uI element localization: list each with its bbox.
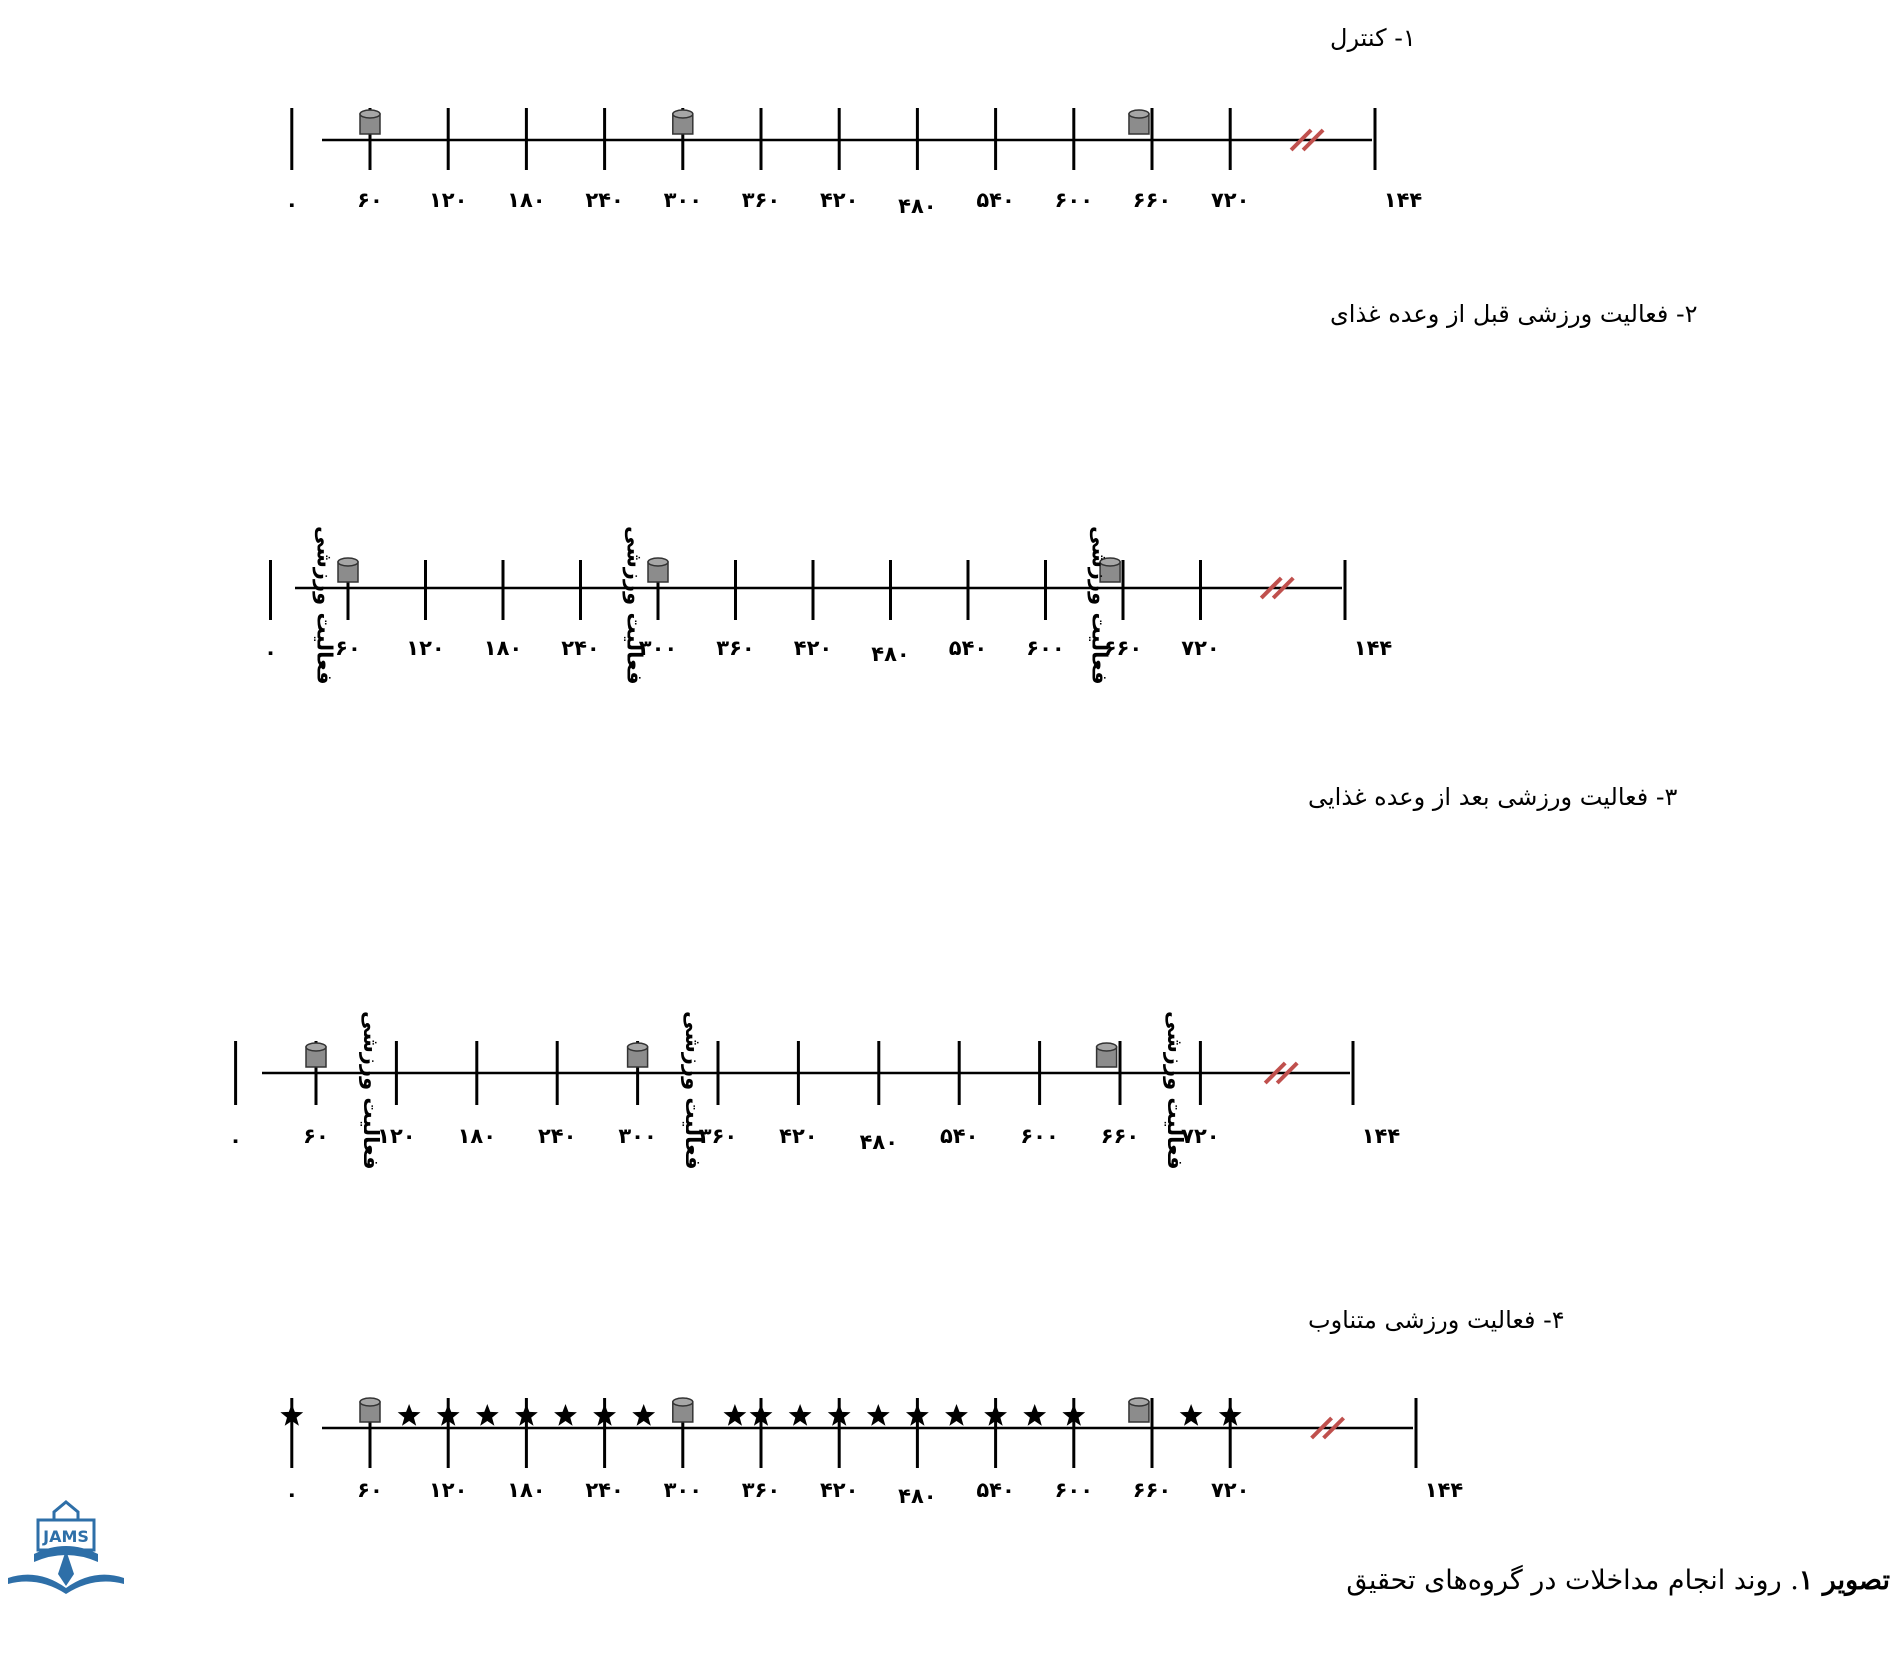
tick-label: ۵۴٠ — [939, 1124, 979, 1148]
tick-label: ١٨٠ — [507, 1478, 546, 1502]
meal-marker-top — [1129, 1398, 1149, 1406]
interval-star — [632, 1404, 655, 1426]
tick-label: ۶٠٠ — [1026, 636, 1065, 660]
tick-label: ٢۴٠ — [585, 1478, 624, 1502]
tick-label: ٧٢٠ — [1181, 1124, 1220, 1148]
tick-label: ١٨٠ — [457, 1124, 497, 1148]
timeline-title: ٣- فعالیت ورزشی بعد از وعده غذایی — [1308, 783, 1678, 811]
exercise-label: فعالیت ورزشی — [680, 1011, 705, 1170]
tick-label: ٧٢٠ — [1210, 188, 1250, 212]
exercise-label: فعالیت ورزشی — [312, 526, 337, 685]
tick-label: ٠ — [264, 640, 277, 664]
exercise-label: فعالیت ورزشی — [1163, 1011, 1188, 1170]
tick-label: ۶٠٠ — [1020, 1124, 1059, 1148]
tick-label: ۶۶٠ — [1132, 188, 1172, 212]
timeline-1 — [285, 24, 1422, 218]
tick-label: ٣٠٠ — [638, 636, 678, 660]
jams-logo — [4, 1498, 128, 1594]
tick-label: ۶۶٠ — [1103, 636, 1143, 660]
tick-label: ١۴۴ — [1424, 1478, 1464, 1502]
tick-label: ١۴۴ — [1383, 188, 1423, 212]
timeline-title: ٢- فعالیت ورزشی قبل از وعده غذای — [1330, 300, 1698, 328]
tick-label: ٣۶٠ — [716, 636, 755, 660]
tick-label: ٣٠٠ — [618, 1124, 657, 1148]
tick-label: ٧٢٠ — [1210, 1478, 1250, 1502]
tick-label: ۵۴٠ — [976, 1478, 1015, 1502]
tick-label: ۶٠ — [303, 1124, 329, 1148]
tick-label: ٣٠٠ — [663, 1478, 703, 1502]
meal-marker-top — [306, 1043, 326, 1051]
tick-label: ٢۴٠ — [537, 1124, 577, 1148]
tick-label: ٣۶٠ — [741, 188, 781, 212]
tick-label: ١٢٠ — [428, 188, 468, 212]
meal-marker-top — [673, 1398, 693, 1406]
tick-label: ۶٠٠ — [1054, 1478, 1094, 1502]
meal-marker-top — [648, 558, 668, 566]
figure-caption — [1346, 1565, 1890, 1596]
interval-star — [1180, 1404, 1203, 1426]
tick-label: ۴٢٠ — [819, 188, 859, 212]
interval-star — [398, 1404, 421, 1426]
tick-label: ٣۶٠ — [698, 1124, 738, 1148]
tick-label: ۴٨٠ — [898, 1484, 937, 1508]
tick-label: ١٢٠ — [406, 636, 445, 660]
tick-label: ٢۴٠ — [561, 636, 600, 660]
tick-label: ۴٢٠ — [819, 1478, 859, 1502]
tick-label: ٠ — [285, 192, 299, 216]
timeline-2 — [264, 300, 1697, 685]
tick-label: ۵۴٠ — [976, 188, 1015, 212]
tick-label: ۴٨٠ — [898, 194, 937, 218]
exercise-label: فعالیت ورزشی — [622, 526, 647, 685]
tick-label: ٣٠٠ — [663, 188, 703, 212]
interval-star — [554, 1404, 577, 1426]
meal-marker-top — [1129, 110, 1149, 118]
meal-marker-top — [628, 1043, 648, 1051]
interval-star — [867, 1404, 890, 1426]
meal-marker-top — [673, 110, 693, 118]
tick-label: ١٨٠ — [483, 636, 523, 660]
meal-marker-top — [360, 1398, 380, 1406]
logo-text: JAMS — [43, 1527, 89, 1546]
tick-label: ۴٢٠ — [793, 636, 833, 660]
tick-label: ١۴۴ — [1361, 1124, 1401, 1148]
interval-star — [476, 1404, 499, 1426]
timeline-4 — [280, 1306, 1564, 1508]
tick-label: ٢۴٠ — [585, 188, 624, 212]
exercise-label: فعالیت ورزشی — [1087, 526, 1112, 685]
tick-label: ١٢٠ — [377, 1124, 416, 1148]
meal-marker-top — [338, 558, 358, 566]
timeline-title: ١- کنترل — [1330, 24, 1416, 52]
timeline-title: ۴- فعالیت ورزشی متناوب — [1308, 1306, 1565, 1334]
tick-label: ۵۴٠ — [948, 636, 988, 660]
tick-label: ٠ — [229, 1128, 243, 1152]
timeline-3 — [229, 783, 1677, 1170]
exercise-label: فعالیت ورزشی — [359, 1011, 384, 1170]
meal-marker-top — [1097, 1043, 1117, 1051]
tick-label: ۶٠٠ — [1054, 188, 1094, 212]
interval-star — [945, 1404, 968, 1426]
tick-label: ۶۶٠ — [1132, 1478, 1172, 1502]
tick-label: ۶٠ — [357, 1478, 383, 1502]
tick-label: ۴٨٠ — [859, 1130, 899, 1154]
tick-label: ١٢٠ — [428, 1478, 468, 1502]
tick-label: ٣۶٠ — [741, 1478, 781, 1502]
tick-label: ۶۶٠ — [1100, 1124, 1140, 1148]
tick-label: ١۴۴ — [1353, 636, 1393, 660]
meal-marker-top — [360, 110, 380, 118]
tick-label: ٠ — [285, 1482, 299, 1506]
tick-label: ١٨٠ — [507, 188, 546, 212]
tick-label: ۴٢٠ — [779, 1124, 818, 1148]
interval-star — [724, 1404, 747, 1426]
interval-star — [1023, 1404, 1046, 1426]
tick-label: ۴٨٠ — [871, 642, 910, 666]
interval-star — [789, 1404, 812, 1426]
caption-label: تصویر ١ — [1798, 1565, 1890, 1596]
tick-label: ٧٢٠ — [1181, 636, 1220, 660]
tick-label: ۶٠ — [357, 188, 383, 212]
tick-label: ۶٠ — [335, 636, 361, 660]
caption-text: . روند انجام مداخلات در گروه‌های تحقیق — [1346, 1565, 1799, 1596]
